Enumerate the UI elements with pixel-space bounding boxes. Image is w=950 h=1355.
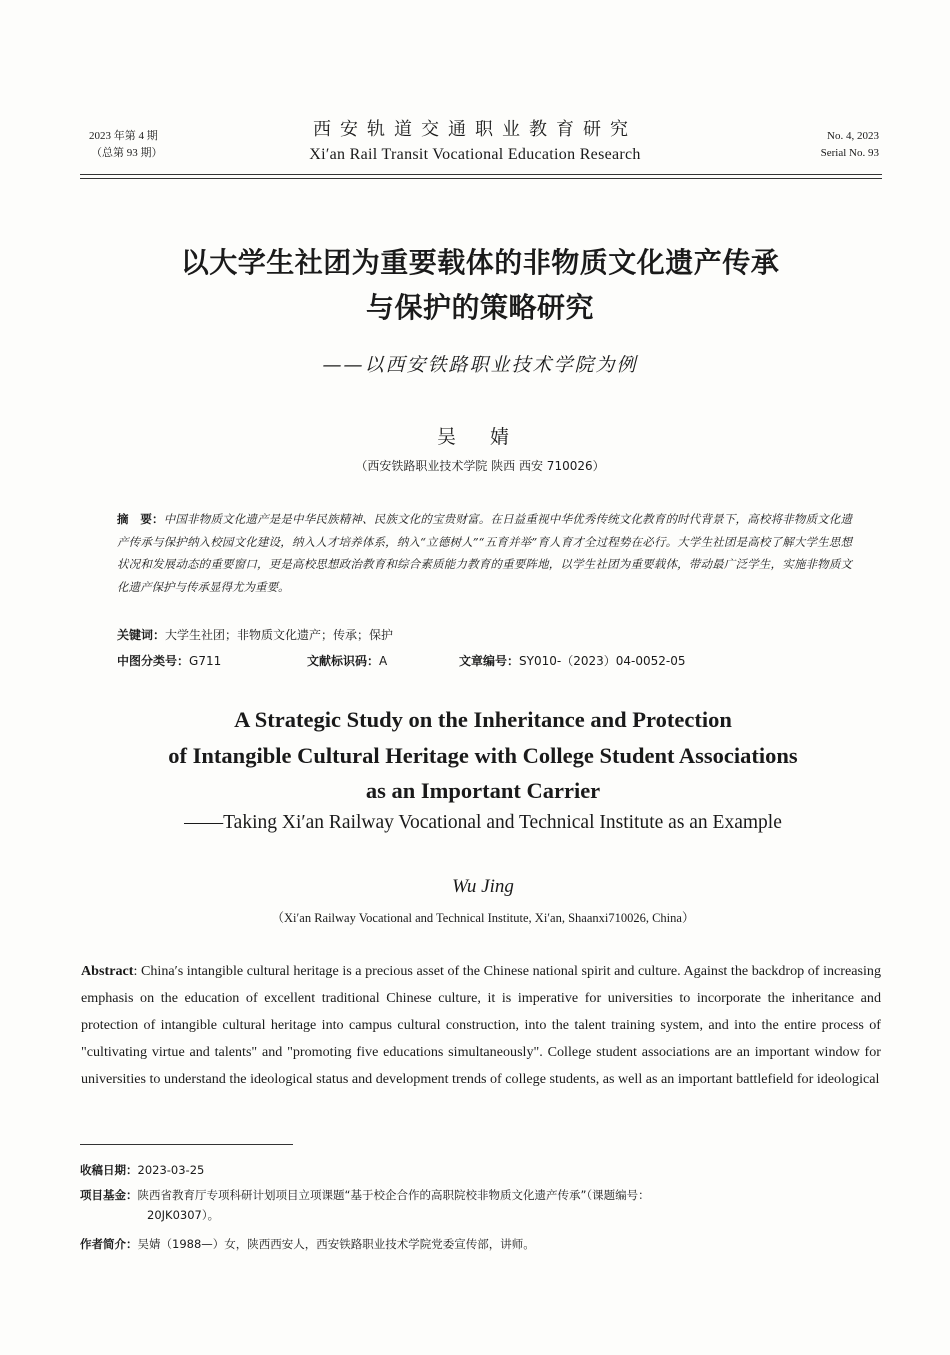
header-serial-line2: Serial No. 93 (820, 147, 879, 159)
header-rule-top (80, 174, 882, 175)
en-abstract (81, 958, 881, 1093)
en-title-line3: as an Important Carrier (365, 778, 601, 803)
cn-abstract-label: 摘 要： (117, 512, 164, 526)
en-subtitle: ——Taking Xi′an Railway Vocational and Technical Institute as an Example (184, 812, 782, 833)
cn-keywords-label: 关键词： (117, 628, 166, 642)
cn-affiliation: （西安铁路职业技术学院 陕西 西安 710026） (355, 459, 605, 473)
cn-abstract (117, 508, 852, 598)
journal-name-cn: 西安轨道交通职业教育研究 (313, 119, 637, 140)
clc-number: 中图分类号：G711 (117, 654, 222, 668)
article-number: 文章编号：SY010-（2023）04-0052-05 (459, 654, 686, 668)
header-serial (821, 128, 879, 162)
cn-title-line1: 以大学生社团为重要载体的非物质文化遗产传承 (180, 246, 780, 279)
footnote-rule (80, 1144, 293, 1145)
journal-name (250, 117, 700, 167)
cn-title (80, 240, 880, 330)
cn-title-line2: 与保护的策略研究 (365, 291, 594, 324)
cn-subtitle: ——以西安铁路职业技术学院为例 (322, 354, 638, 376)
journal-name-en: Xi′an Rail Transit Vocational Education Research (309, 146, 641, 163)
en-author: Wu Jing (452, 876, 514, 897)
header-issue (89, 128, 163, 162)
cn-keywords-text: 大学生社团；非物质文化遗产；传承；保护 (165, 628, 394, 642)
footnote-author-bio: 作者简介：吴婧（1988—）女，陕西西安人，西安铁路职业技术学院党委宣传部，讲师。 (80, 1237, 535, 1251)
en-abstract-text: : China′s intangible cultural heritage is a precious asset of the Chinese national spirit and culture. Against the backdrop of increasing emphasis on the education of excellent traditional Chinese culture, it is imperative for universities to incorporate the inheritance and protection of intangible cultural heritage into campus cultural construction, into the talent training system, and into the entire process of "cultivating virtue and talents" and "promoting five educations simultaneously". College student associations are an important window for universities to understand the ideological status and development trends of college students, as well as an important battlefield for ideological (81, 963, 881, 1087)
en-affiliation: （Xi′an Railway Vocational and Technical Institute, Xi′an, Shaanxi710026, China） (271, 911, 695, 925)
en-title (80, 702, 886, 809)
document-code: 文献标识码：A (307, 654, 388, 668)
en-title-line1: A Strategic Study on the Inheritance and Protection (234, 707, 732, 732)
cn-abstract-text: 中国非物质文化遗产是是中华民族精神、民族文化的宝贵财富。在日益重视中华优秀传统文化教育的时代背景下，高校将非物质文化遗产传承与保护纳入校园文化建设，纳入人才培养体系，纳入“立德树人”“五育并举”育人育才全过程势在必行。大学生社团是高校了解大学生思想状况和发展动态的重要窗口，更是高校思想政治教育和综合素质能力教育的重要阵地，以学生社团为重要载体，带动最广泛学生，实施非物质文化遗产保护与传承显得尤为重要。 (117, 512, 853, 594)
cn-author: 吴 婧 (436, 426, 524, 448)
header-issue-line1: 2023 年第 4 期 (89, 130, 158, 142)
header-issue-line2: （总第 93 期） (91, 147, 163, 159)
header-rule-bottom (80, 178, 882, 179)
footnote-fund: 项目基金：陕西省教育厅专项科研计划项目立项课题“基于校企合作的高职院校非物质文化遗产传承”（课题编号： 20JK0307）。 (80, 1188, 650, 1222)
en-title-line2: of Intangible Cultural Heritage with College Student Associations (168, 742, 798, 768)
en-abstract-label: Abstract (81, 963, 134, 979)
cn-keywords (117, 626, 852, 643)
header-serial-line1: No. 4, 2023 (827, 130, 879, 142)
footnote-received: 收稿日期：2023-03-25 (80, 1163, 205, 1177)
